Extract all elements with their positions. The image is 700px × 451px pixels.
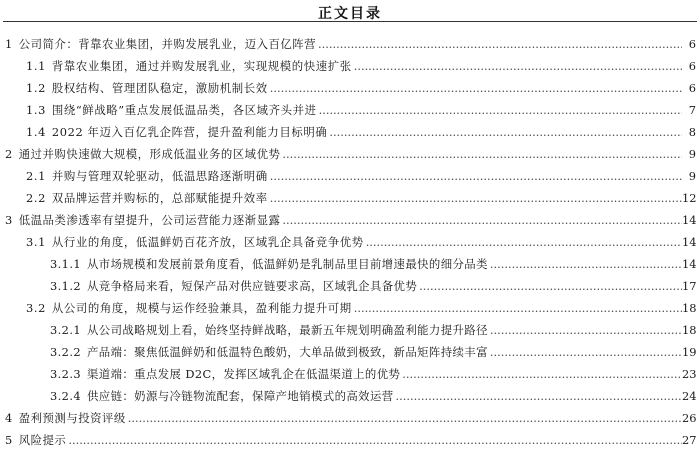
toc-entry-page-number: 6	[688, 59, 696, 73]
toc-entry-page-number: 14	[682, 213, 697, 227]
toc-entry[interactable]	[0, 165, 700, 187]
toc-entry-label	[50, 275, 684, 297]
toc-entry-title: 供应链：奶源与冷链物流配套，保障产地销模式的高效运营	[86, 389, 394, 403]
toc-entry[interactable]	[0, 143, 700, 165]
dot-leader	[354, 297, 682, 319]
toc-entry-label	[26, 165, 684, 187]
toc-entry[interactable]	[0, 275, 700, 297]
dot-leader	[354, 55, 682, 77]
toc-entry-page-number: 19	[682, 345, 697, 359]
toc-entry-title: 并购与管理双轮驱动，低温思路逐渐明确	[51, 169, 268, 183]
toc-entry-label	[5, 429, 684, 451]
dot-leader	[319, 99, 682, 121]
toc-entry-title: 从市场规模和发展前景角度看，低温鲜奶是乳制品里目前增速最快的细分品类	[86, 257, 488, 271]
toc-entry-number: 3.2.3	[50, 367, 81, 381]
toc-entry[interactable]	[0, 55, 700, 77]
toc-entry-title: 双品牌运营并购标的，总部赋能提升效率	[51, 191, 268, 205]
toc-entry-title: 从公司的角度，规模与运作经验兼具，盈利能力提升可期	[51, 301, 352, 315]
toc-entry-title: 背靠农业集团，通过并购发展乳业，实现规模的快速扩张	[51, 59, 352, 73]
toc-entry[interactable]	[0, 253, 700, 275]
toc-entry-title: 股权结构、管理团队稳定，激励机制长效	[51, 81, 268, 95]
dot-leader	[318, 33, 682, 55]
toc-entry-number: 4	[5, 411, 13, 425]
toc-entry-page-number: 23	[682, 367, 697, 381]
toc-entry[interactable]	[0, 121, 700, 143]
toc-entry-label	[5, 209, 684, 231]
toc-entry-title: 公司简介：背靠农业集团，并购发展乳业，迈入百亿阵营	[18, 37, 317, 51]
toc-entry-page-number: 26	[682, 411, 697, 425]
toc-entry-label	[50, 363, 684, 385]
toc-entry-number: 3.1.2	[50, 279, 81, 293]
toc-entry-label	[5, 33, 684, 55]
toc-entry-title: 通过并购快速做大规模，形成低温业务的区域优势	[18, 147, 281, 161]
toc-entry-label	[26, 55, 684, 77]
toc-entry[interactable]	[0, 297, 700, 319]
toc-entry-title: 围绕“鲜战略”重点发展低温品类，各区域齐头并进	[51, 103, 317, 117]
toc-entry-label	[5, 407, 684, 429]
toc-entry-label	[5, 143, 684, 165]
toc-entry[interactable]	[0, 341, 700, 363]
toc-entry-page-number: 18	[682, 301, 697, 315]
toc-entry[interactable]	[0, 231, 700, 253]
toc-entry[interactable]	[0, 363, 700, 385]
toc-entry-label	[26, 231, 684, 253]
toc-entry-page-number: 14	[682, 235, 697, 249]
toc-entry-title: 从竞争格局来看，短保产品对供应链要求高，区域乳企具备优势	[86, 279, 418, 293]
toc-entry-title: 渠道端：重点发展 D2C，发挥区域乳企在低温渠道上的优势	[86, 367, 401, 381]
toc-entry[interactable]	[0, 77, 700, 99]
toc-entry-label	[26, 297, 684, 319]
dot-leader	[68, 429, 682, 451]
toc-entry-number: 3.2.1	[50, 323, 81, 337]
toc-entry-number: 3.2.4	[50, 389, 81, 403]
toc-entry-label	[50, 385, 684, 407]
dot-leader	[366, 231, 682, 253]
toc-entry[interactable]	[0, 99, 700, 121]
toc-entry-title: 低温品类渗透率有望提升，公司运营能力逐渐显露	[18, 213, 281, 227]
toc-entry-number: 1.1	[26, 59, 46, 73]
toc-entry-page-number: 9	[688, 147, 696, 161]
toc-entry-number: 5	[5, 433, 13, 447]
toc-entry-page-number: 18	[682, 323, 697, 337]
toc-entry-number: 3.1	[26, 235, 46, 249]
toc-entry[interactable]	[0, 385, 700, 407]
dot-leader	[419, 275, 682, 297]
toc-entry-page-number: 17	[682, 279, 697, 293]
toc-entry-number: 1	[5, 37, 13, 51]
dot-leader	[270, 165, 682, 187]
toc-entry-number: 2.1	[26, 169, 46, 183]
toc-entry-title: 从行业的角度，低温鲜奶百花齐放，区域乳企具备竞争优势	[51, 235, 364, 249]
toc-entry[interactable]	[0, 319, 700, 341]
toc-entry-page-number: 9	[688, 169, 696, 183]
toc-entry-page-number: 24	[682, 389, 697, 403]
toc-entry-label	[26, 77, 684, 99]
dot-leader	[270, 77, 682, 99]
toc-entry-page-number: 8	[688, 125, 696, 139]
toc-entry[interactable]	[0, 407, 700, 429]
toc-entry-title: 盈利预测与投资评级	[18, 411, 126, 425]
toc-entry-title: 产品端：聚焦低温鲜奶和低温特色酸奶，大单品做到极致，新品矩阵持续丰富	[86, 345, 488, 359]
toc-entry-page-number: 7	[688, 103, 696, 117]
toc-entry-label	[26, 187, 684, 209]
toc-entry-number: 3.2.2	[50, 345, 81, 359]
toc-entry-label	[50, 319, 684, 341]
dot-leader	[490, 253, 682, 275]
toc-entry-label	[26, 99, 684, 121]
toc-entry-page-number: 6	[688, 37, 696, 51]
toc-entry-page-number: 6	[688, 81, 696, 95]
dot-leader	[402, 363, 682, 385]
dot-leader	[270, 187, 682, 209]
toc-entry[interactable]	[0, 209, 700, 231]
dot-leader	[490, 319, 682, 341]
dot-leader	[282, 209, 682, 231]
toc-entry-page-number: 12	[682, 191, 697, 205]
toc-entry-title: 风险提示	[18, 433, 67, 447]
dot-leader	[282, 143, 682, 165]
toc-entry-title: 2022 年迈入百亿乳企阵营，提升盈利能力目标明确	[51, 125, 328, 139]
dot-leader	[128, 407, 682, 429]
toc-entry-number: 1.2	[26, 81, 46, 95]
dot-leader	[396, 385, 682, 407]
toc-entry-label	[26, 121, 684, 143]
toc-entry[interactable]	[0, 187, 700, 209]
toc-entry[interactable]	[0, 33, 700, 55]
toc-entry-number: 1.3	[26, 103, 46, 117]
dot-leader	[329, 121, 682, 143]
toc-entry-title: 从公司战略规划上看，始终坚持鲜战略，最新五年规划明确盈利能力提升路径	[86, 323, 488, 337]
toc-entry-page-number: 27	[682, 433, 697, 447]
title-divider	[3, 21, 697, 22]
toc-entry-number: 1.4	[26, 125, 46, 139]
toc-entry-page-number: 14	[682, 257, 697, 271]
toc-entry-number: 3.2	[26, 301, 46, 315]
page-title: 正文目录	[318, 6, 382, 22]
toc-list	[0, 33, 700, 451]
toc-entry-label	[50, 253, 684, 275]
toc-entry-label	[50, 341, 684, 363]
toc-entry-number: 3	[5, 213, 13, 227]
dot-leader	[490, 341, 682, 363]
toc-entry-number: 2.2	[26, 191, 46, 205]
toc-entry-number: 3.1.1	[50, 257, 81, 271]
toc-entry-number: 2	[5, 147, 13, 161]
toc-entry[interactable]	[0, 429, 700, 451]
